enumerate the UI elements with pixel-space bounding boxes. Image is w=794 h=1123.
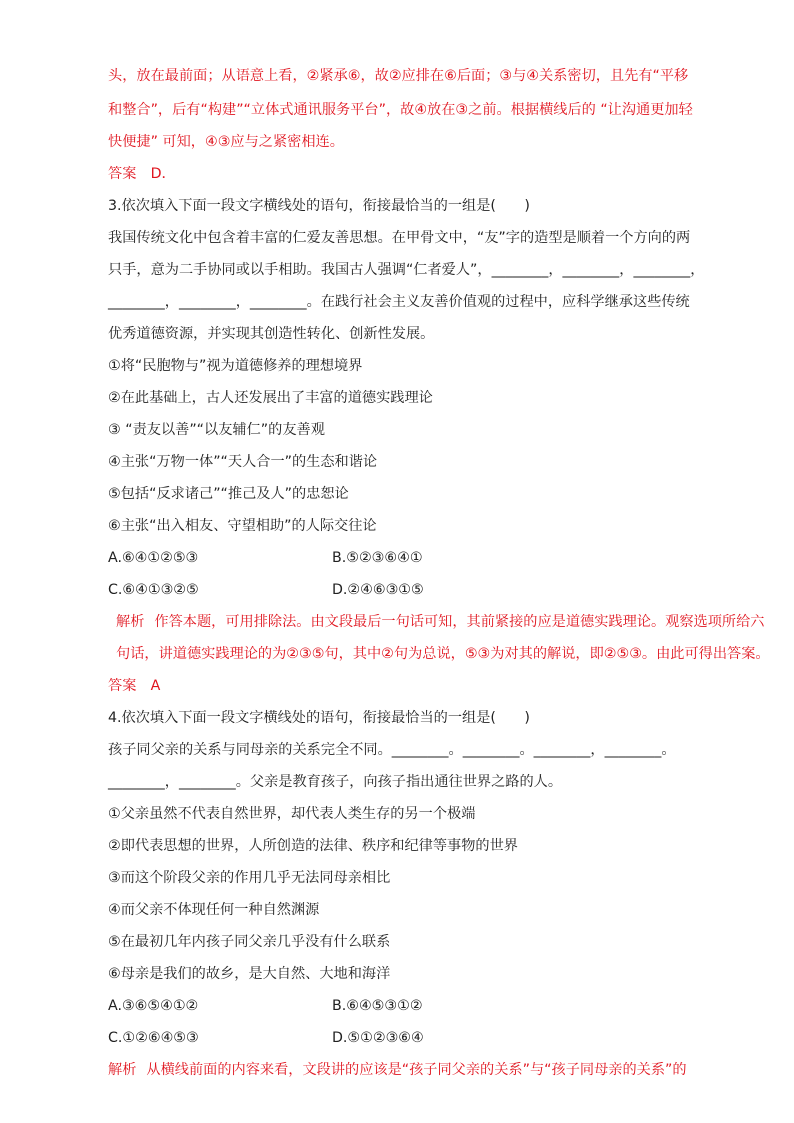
q3-option-d: D.②④⑥③①⑤ xyxy=(332,582,424,598)
q4-option-d: D.⑤①②③⑥④ xyxy=(332,1030,424,1046)
q4-item: ⑥母亲是我们的故乡，是大自然、大地和海洋 xyxy=(108,966,391,982)
q3-item: ②在此基础上，古人还发展出了丰富的道德实践理论 xyxy=(108,390,433,406)
q4-options-row xyxy=(108,990,693,1022)
q3-analysis-line: 解析 作答本题，可用排除法。由文段最后一句话可知，其前紧接的应是道德实践理论。观察选项所给六 xyxy=(116,614,765,630)
analysis-label: 解析 xyxy=(108,1062,137,1078)
document-page xyxy=(108,62,770,1086)
analysis-line: 头，放在最前面；从语意上看，②紧承⑥，故②应排在⑥后面；③与④关系密切，且先有“平移 xyxy=(108,68,689,84)
q3-option-c: C.⑥④①③②⑤ xyxy=(108,582,199,598)
q3-options-row xyxy=(108,574,693,606)
q3-item: ③ “责友以善”“以友辅仁”的友善观 xyxy=(108,422,325,438)
q3-passage-line: ________，________，________。在践行社会主义友善价值观的过程中，应科学继承这些传统 xyxy=(108,294,690,310)
analysis-label: 解析 xyxy=(116,614,145,630)
q3-option-b: B.⑤②③⑥④① xyxy=(332,550,423,566)
q4-item: ③而这个阶段父亲的作用几乎无法同母亲相比 xyxy=(108,870,391,886)
q4-item: ⑤在最初几年内孩子同父亲几乎没有什么联系 xyxy=(108,934,391,950)
q3-analysis-line: 句话，讲道德实践理论的为②③⑤句，其中②句为总说，⑤③为对其的解说，即②⑤③。由此可得出答案。 xyxy=(116,646,770,662)
q4-passage-line: 孩子同父亲的关系与同母亲的关系完全不同。________。________。________，________。 xyxy=(108,742,676,758)
q4-passage-line: ________，________。父亲是教育孩子，向孩子指出通往世界之路的人。 xyxy=(108,774,563,790)
answer-line: 答案 D． xyxy=(108,166,176,182)
q3-item: ⑤包括“反求诸己”“推己及人”的忠恕论 xyxy=(108,486,349,502)
q3-option-a: A.⑥④①②⑤③ xyxy=(108,550,199,566)
q4-option-a: A.③⑥⑤④①② xyxy=(108,998,199,1014)
analysis-line: 快便捷” 可知，④③应与之紧密相连。 xyxy=(108,134,344,150)
q3-options-row xyxy=(108,542,693,574)
question-4-stem: 4.依次填入下面一段文字横线处的语句，衔接最恰当的一组是( ) xyxy=(108,710,530,726)
q3-item: ①将“民胞物与”视为道德修养的理想境界 xyxy=(108,358,363,374)
q4-item: ④而父亲不体现任何一种自然渊源 xyxy=(108,902,320,918)
analysis-line: 和整合”，后有“构建”“立体式通讯服务平台”，故④放在③之前。根据横线后的 “让沟通更加轻 xyxy=(108,102,693,118)
q4-options-row xyxy=(108,1022,693,1054)
q4-item: ②即代表思想的世界，人所创造的法律、秩序和纪律等事物的世界 xyxy=(108,838,518,854)
q4-item: ①父亲虽然不代表自然世界，却代表人类生存的另一个极端 xyxy=(108,806,476,822)
q3-answer: 答案 A xyxy=(108,678,161,694)
q4-option-c: C.①②⑥④⑤③ xyxy=(108,1030,199,1046)
q3-passage-line: 只手，意为二手协同或以手相助。我国古人强调“仁者爱人”，________，________，________， xyxy=(108,262,705,278)
q3-passage-line: 我国传统文化中包含着丰富的仁爱友善思想。在甲骨文中，“友”字的造型是顺着一个方向的两 xyxy=(108,230,691,246)
q4-analysis-line: 解析 从横线前面的内容来看，文段讲的应该是“孩子同父亲的关系”与“孩子同母亲的关系”的 xyxy=(108,1062,687,1078)
q3-item: ⑥主张“出入相友、守望相助”的人际交往论 xyxy=(108,518,377,534)
q3-passage-line: 优秀道德资源，并实现其创造性转化、创新性发展。 xyxy=(108,326,435,342)
q4-option-b: B.⑥④⑤③①② xyxy=(332,998,423,1014)
question-3-stem: 3.依次填入下面一段文字横线处的语句，衔接最恰当的一组是( ) xyxy=(108,198,530,214)
q3-item: ④主张“万物一体”“天人合一”的生态和谐论 xyxy=(108,454,378,470)
